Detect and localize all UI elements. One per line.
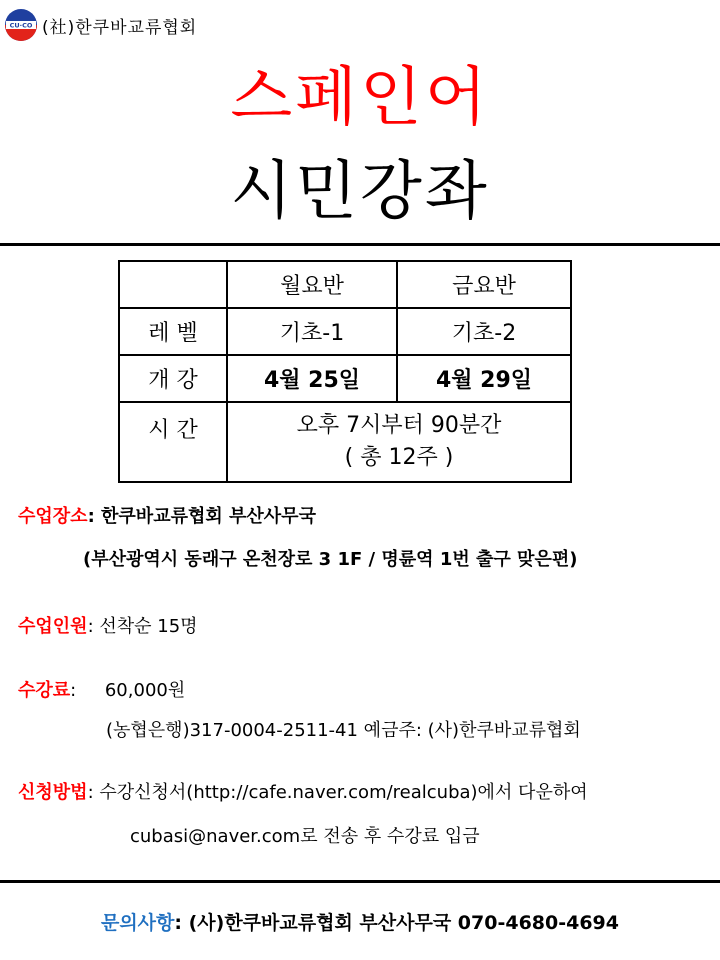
col-header-monday: 월요반 xyxy=(227,261,397,308)
logo-emblem xyxy=(4,8,38,42)
apply-label: 신청방법 xyxy=(18,782,88,803)
fee-value: 60,000원 xyxy=(104,680,186,701)
start-friday: 4월 29일 xyxy=(397,355,571,402)
org-header xyxy=(4,8,197,42)
col-header-friday: 금요반 xyxy=(397,261,571,308)
time-duration: ( 총 12주 ) xyxy=(344,445,454,470)
divider-bottom xyxy=(0,880,720,883)
level-friday: 기초-2 xyxy=(397,308,571,355)
table-row-level xyxy=(119,308,571,355)
people-row: 수업인원: 선착순 15명 xyxy=(18,616,198,637)
apply-row: 신청방법: 수강신청서(http://cafe.naver.com/realcuba)에서 다운하여 xyxy=(18,782,588,803)
contact-label: 문의사항 xyxy=(100,912,175,934)
fee-label: 수강료 xyxy=(18,680,71,701)
row-label-time: 시 간 xyxy=(119,402,227,482)
org-name: (社)한쿠바교류협회 xyxy=(42,17,198,38)
table-row-time xyxy=(119,402,571,482)
title-language: 스페인어 xyxy=(230,61,490,135)
row-label-start: 개 강 xyxy=(119,355,227,402)
table-corner-cell xyxy=(119,261,227,308)
place-value: 한쿠바교류협회 부산사무국 xyxy=(101,506,316,527)
people-label: 수업인원 xyxy=(18,616,88,637)
apply-detail: cubasi@naver.com로 전송 후 수강료 입금 xyxy=(130,826,480,847)
fee-row: 수강료: 60,000원 xyxy=(18,680,186,701)
schedule-table xyxy=(118,260,572,483)
place-detail: (부산광역시 동래구 온천장로 3 1F / 명륜역 1번 출구 맞은편) xyxy=(83,549,578,570)
contact-row: 문의사항: (사)한쿠바교류협회 부산사무국 070-4680-4694 xyxy=(100,912,620,934)
association-logo xyxy=(4,8,38,42)
apply-value: 수강신청서(http://cafe.naver.com/realcuba)에서 다운하여 xyxy=(99,782,588,803)
people-value: 선착순 15명 xyxy=(99,616,198,637)
logo-text: CU·CO xyxy=(9,21,33,30)
table-row-start xyxy=(119,355,571,402)
time-value: 오후 7시부터 90분간 xyxy=(296,413,502,438)
contact-value: (사)한쿠바교류협회 부산사무국 070-4680-4694 xyxy=(188,912,620,934)
title-course: 시민강좌 xyxy=(230,155,490,229)
level-monday: 기초-1 xyxy=(227,308,397,355)
table-header-row xyxy=(119,261,571,308)
time-cell xyxy=(227,402,571,482)
row-label-level: 레 벨 xyxy=(119,308,227,355)
place-label: 수업장소 xyxy=(18,506,88,527)
fee-account: (농협은행)317-0004-2511-41 예금주: (사)한쿠바교류협회 xyxy=(106,720,581,741)
start-monday: 4월 25일 xyxy=(227,355,397,402)
divider-top xyxy=(0,243,720,246)
place-row: 수업장소: 한쿠바교류협회 부산사무국 xyxy=(18,506,316,527)
